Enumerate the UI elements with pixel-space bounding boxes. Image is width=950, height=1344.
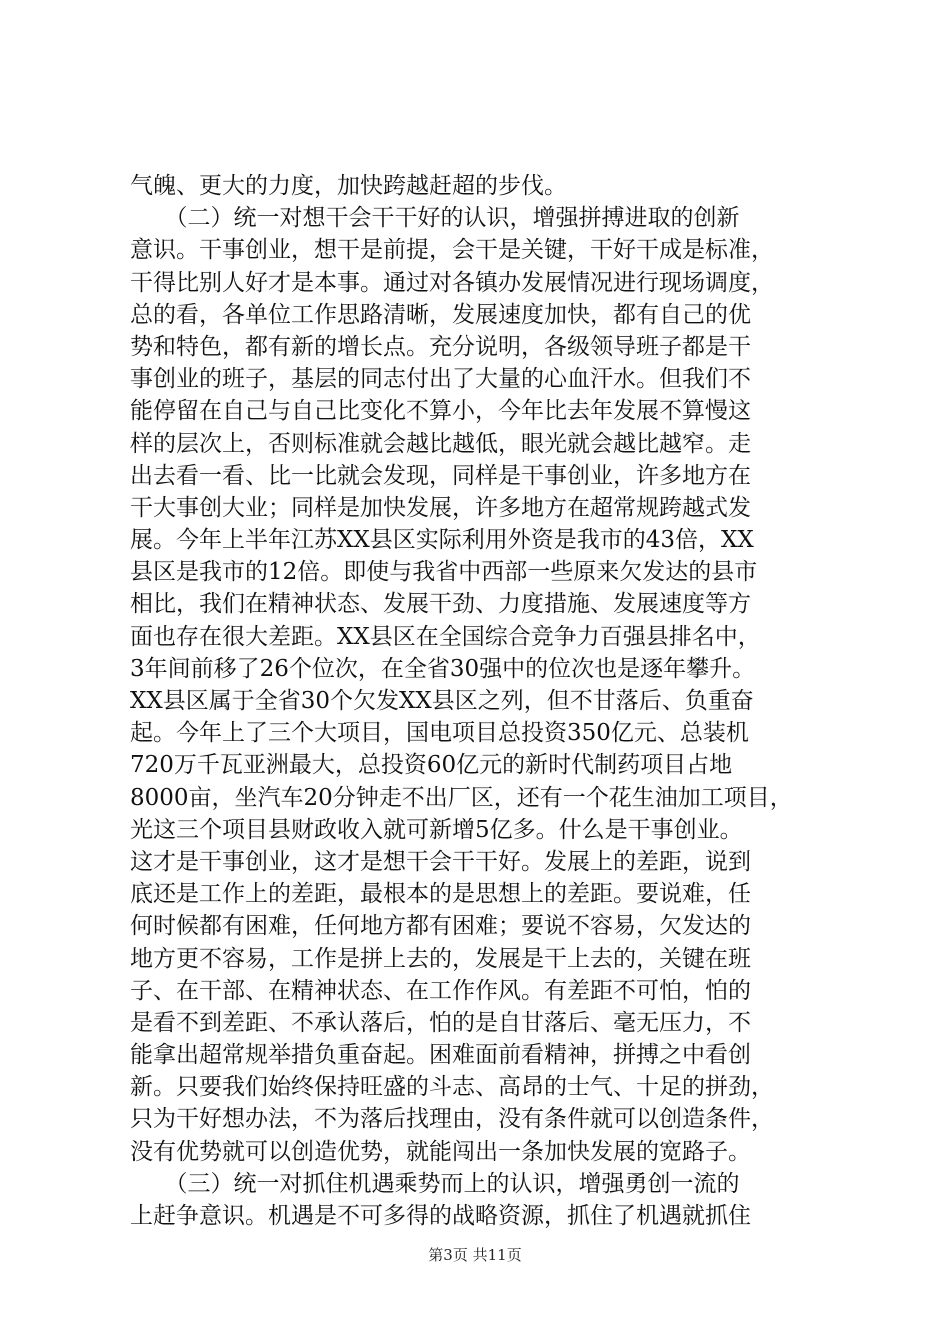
text-line: 8000亩，坐汽车20分钟走不出厂区，还有一个花生油加工项目，	[130, 784, 793, 811]
text-line: 相比，我们在精神状态、发展干劲、力度措施、发展速度等方	[130, 591, 751, 618]
text-line: 地方更不容易，工作是拼上去的，发展是干上去的，关键在班	[130, 945, 751, 972]
text-line: 只为干好想办法，不为落后找理由，没有条件就可以创造条件，	[130, 1106, 774, 1133]
text-line: 能停留在自己与自己比变化不算小，今年比去年发展不算慢这	[130, 398, 751, 425]
text-line: XX县区属于全省30个欠发XX县区之列，但不甘落后、负重奋	[130, 688, 754, 714]
text-line: 县区是我市的12倍。即使与我省中西部一些原来欠发达的县市	[130, 559, 758, 586]
text-line: 没有优势就可以创造优势，就能闯出一条加快发展的宽路子。	[130, 1138, 751, 1165]
text-line: 是看不到差距、不承认落后，怕的是自甘落后、毫无压力，不	[130, 1009, 751, 1036]
text-line: （三）统一对抓住机遇乘势而上的认识，增强勇创一流的	[130, 1170, 740, 1197]
text-line: 干得比别人好才是本事。通过对各镇办发展情况进行现场调度，	[130, 269, 774, 296]
page-footer: 第3页 共11页	[428, 1246, 522, 1264]
text-line: 气魄、更大的力度，加快跨越赶超的步伐。	[130, 173, 567, 199]
text-line: 出去看一看、比一比就会发现，同样是干事创业，许多地方在	[130, 462, 751, 489]
text-line: 新。只要我们始终保持旺盛的斗志、高昂的士气、十足的拼劲，	[130, 1074, 774, 1101]
text-line: 这才是干事创业，这才是想干会干干好。发展上的差距，说到	[130, 848, 751, 875]
text-line: （二）统一对想干会干干好的认识，增强拼搏进取的创新	[130, 205, 740, 232]
text-line: 上赶争意识。机遇是不可多得的战略资源，抓住了机遇就抓住	[130, 1203, 751, 1229]
body-text	[130, 170, 830, 1232]
text-line: 面也存在很大差距。XX县区在全国综合竞争力百强县排名中，	[130, 623, 761, 650]
text-line: 子、在干部、在精神状态、在工作作风。有差距不可怕，怕的	[130, 977, 751, 1004]
text-line: 干大事创大业；同样是加快发展，许多地方在超常规跨越式发	[130, 494, 751, 521]
text-line: 底还是工作上的差距，最根本的是思想上的差距。要说难，任	[130, 881, 751, 908]
text-line: 总的看，各单位工作思路清晰，发展速度加快，都有自己的优	[130, 301, 751, 328]
text-line: 720万千瓦亚洲最大，总投资60亿元的新时代制药项目占地	[130, 752, 733, 779]
text-line: 势和特色，都有新的增长点。充分说明，各级领导班子都是干	[130, 333, 751, 360]
text-line: 意识。干事创业，想干是前提，会干是关键，干好干成是标准，	[130, 237, 774, 264]
text-line: 起。今年上了三个大项目，国电项目总投资350亿元、总装机	[130, 720, 749, 747]
text-line: 何时候都有困难，任何地方都有困难；要说不容易，欠发达的	[130, 913, 751, 940]
text-line: 3年间前移了26个位次，在全省30强中的位次也是逐年攀升。	[130, 655, 756, 682]
text-line: 能拿出超常规举措负重奋起。困难面前看精神，拼搏之中看创	[130, 1042, 751, 1069]
text-line: 展。今年上半年江苏XX县区实际利用外资是我市的43倍，XX	[130, 527, 754, 554]
text-line: 光这三个项目县财政收入就可新增5亿多。什么是干事创业。	[130, 816, 743, 843]
text-line: 事创业的班子，基层的同志付出了大量的心血汗水。但我们不	[130, 366, 751, 393]
text-line: 样的层次上，否则标准就会越比越低，眼光就会越比越窄。走	[130, 430, 751, 457]
